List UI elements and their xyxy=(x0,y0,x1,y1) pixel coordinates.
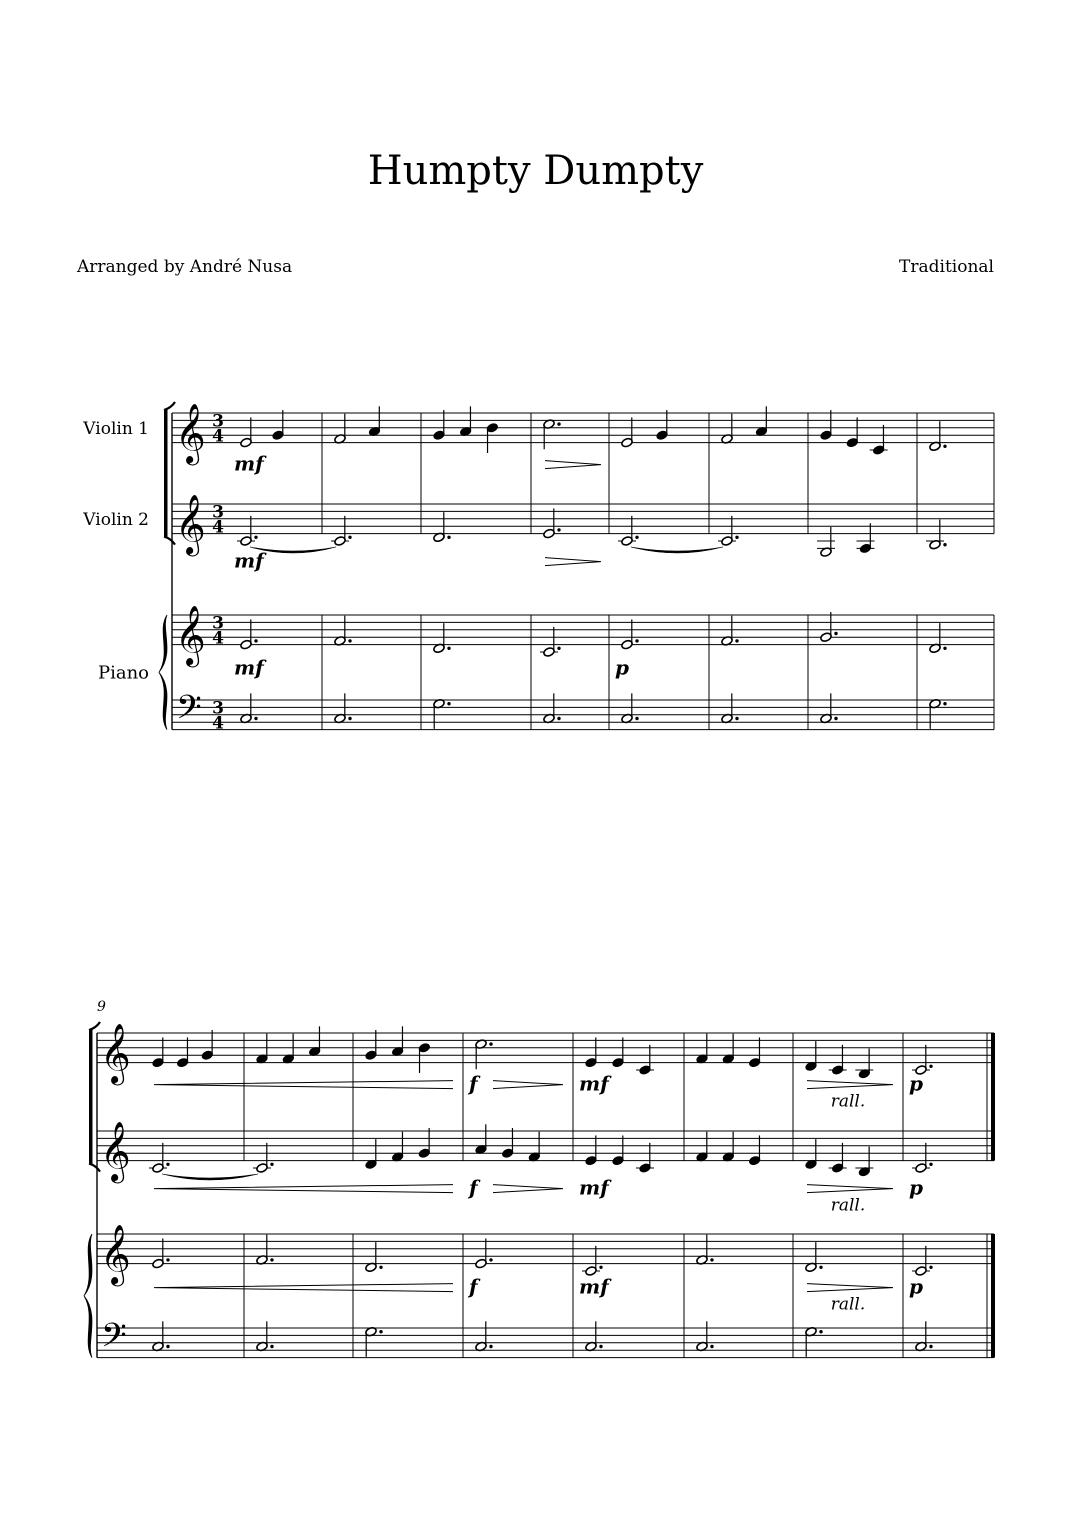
note xyxy=(820,612,838,642)
decrescendo-hairpin xyxy=(545,461,601,469)
note xyxy=(912,1143,933,1173)
note xyxy=(240,619,258,649)
note xyxy=(721,693,739,723)
note xyxy=(152,1037,165,1067)
augmentation-dot xyxy=(447,647,450,650)
note xyxy=(528,1132,541,1162)
time-signature-denominator: 4 xyxy=(212,517,224,538)
note xyxy=(256,1321,274,1351)
note xyxy=(237,516,258,546)
note xyxy=(929,698,947,728)
augmentation-dot xyxy=(447,702,450,705)
staff-violin-1 xyxy=(172,413,994,443)
note xyxy=(543,693,561,723)
augmentation-dot xyxy=(819,1330,822,1333)
time-signature-numerator: 3 xyxy=(212,698,224,719)
decrescendo-hairpin xyxy=(807,1081,893,1089)
time-signature-numerator: 3 xyxy=(212,411,224,432)
staff-violin-2 xyxy=(97,1131,994,1161)
augmentation-dot xyxy=(254,639,257,642)
treble-clef-icon: 𝄞 xyxy=(100,1224,131,1285)
augmentation-dot xyxy=(254,536,257,539)
augmentation-dot xyxy=(447,536,450,539)
note xyxy=(152,1238,170,1268)
note xyxy=(636,1143,654,1173)
note xyxy=(656,410,669,440)
dynamic-marking: p xyxy=(909,1175,923,1200)
note xyxy=(696,1235,714,1265)
augmentation-dot xyxy=(599,1266,602,1269)
note xyxy=(855,1147,873,1177)
note xyxy=(365,1242,383,1272)
staff-piano-left xyxy=(172,700,994,730)
note xyxy=(540,627,561,657)
augmentation-dot xyxy=(166,1163,169,1166)
note xyxy=(365,1139,378,1169)
note xyxy=(459,406,472,436)
note xyxy=(870,425,888,455)
instrument-name-violin-2: Violin 2 xyxy=(83,509,149,530)
augmentation-dot xyxy=(834,632,837,635)
instrument-name-piano: Piano xyxy=(97,662,149,684)
augmentation-dot xyxy=(929,1163,932,1166)
note xyxy=(501,1128,514,1158)
augmentation-dot xyxy=(635,639,638,642)
note xyxy=(855,1049,873,1079)
augmentation-dot xyxy=(166,1258,169,1261)
dynamic-marking: p xyxy=(909,1071,923,1096)
note xyxy=(272,410,285,440)
time-signature-numerator: 3 xyxy=(212,502,224,523)
time-signature-denominator: 4 xyxy=(212,426,224,447)
treble-clef-icon: 𝄞 xyxy=(100,1121,131,1182)
note xyxy=(475,1238,493,1268)
piano-brace xyxy=(84,1234,92,1358)
crescendo-hairpin xyxy=(154,1284,453,1292)
staff-violin-1 xyxy=(97,1033,994,1063)
augmentation-dot xyxy=(557,422,560,425)
note xyxy=(817,527,835,557)
bracket-hook xyxy=(89,1022,100,1030)
note xyxy=(433,623,451,653)
bracket-hook xyxy=(89,1164,100,1172)
treble-clef-icon: 𝄞 xyxy=(175,403,206,464)
staff-piano-right xyxy=(97,1234,994,1264)
note xyxy=(308,1026,321,1056)
augmentation-dot xyxy=(166,1345,169,1348)
augmentation-dot xyxy=(735,536,738,539)
note xyxy=(391,1026,404,1056)
augmentation-dot xyxy=(635,717,638,720)
augmentation-dot xyxy=(943,445,946,448)
augmentation-dot xyxy=(489,1258,492,1261)
augmentation-dot xyxy=(270,1258,273,1261)
score-title: Humpty Dumpty xyxy=(367,148,704,194)
note xyxy=(721,414,734,444)
dynamic-marking: f xyxy=(469,1274,478,1299)
augmentation-dot xyxy=(735,639,738,642)
treble-clef-icon: 𝄞 xyxy=(100,1023,131,1084)
augmentation-dot xyxy=(489,1345,492,1348)
note xyxy=(912,1246,933,1276)
note xyxy=(748,1037,761,1067)
time-signature-numerator: 3 xyxy=(212,613,224,634)
note xyxy=(915,1321,933,1351)
bracket xyxy=(164,410,168,537)
note xyxy=(475,1321,493,1351)
note xyxy=(582,1246,603,1276)
note xyxy=(152,1321,170,1351)
note xyxy=(543,419,561,449)
dynamic-marking: p xyxy=(615,655,629,680)
measure-number: 9 xyxy=(97,999,106,1015)
note xyxy=(240,417,253,447)
note xyxy=(805,1242,823,1272)
dynamic-marking: f xyxy=(469,1175,478,1200)
note xyxy=(722,1132,735,1162)
note xyxy=(331,516,352,546)
bass-clef-icon: 𝄢 xyxy=(176,689,202,736)
note xyxy=(722,1034,735,1064)
note xyxy=(365,1326,383,1356)
crescendo-hairpin xyxy=(154,1185,453,1193)
decrescendo-hairpin xyxy=(807,1185,893,1193)
note xyxy=(820,410,833,440)
augmentation-dot xyxy=(379,1330,382,1333)
note xyxy=(612,1037,625,1067)
note xyxy=(433,698,451,728)
instrument-name-violin-1: Violin 1 xyxy=(83,418,149,439)
tie xyxy=(162,1174,258,1180)
dynamic-marking: f xyxy=(469,1071,478,1096)
bracket-hook xyxy=(164,402,175,410)
note xyxy=(368,406,381,436)
note xyxy=(149,1143,170,1173)
augmentation-dot xyxy=(710,1345,713,1348)
augmentation-dot xyxy=(943,702,946,705)
final-barline xyxy=(991,1033,995,1161)
note xyxy=(718,516,739,546)
note xyxy=(748,1135,761,1165)
note xyxy=(721,616,739,646)
augmentation-dot xyxy=(943,543,946,546)
note xyxy=(282,1034,295,1064)
note xyxy=(755,406,768,436)
note xyxy=(696,1132,709,1162)
augmentation-dot xyxy=(929,1065,932,1068)
staff-piano-left xyxy=(97,1328,994,1358)
bracket-hook xyxy=(164,537,175,545)
decrescendo-hairpin xyxy=(545,558,601,566)
note xyxy=(365,1030,378,1060)
augmentation-dot xyxy=(379,1266,382,1269)
decrescendo-hairpin xyxy=(807,1284,893,1292)
treble-clef-icon: 𝄞 xyxy=(175,605,206,666)
note xyxy=(418,1042,431,1072)
dynamic-marking: mf xyxy=(579,1071,609,1096)
tempo-text: rall. xyxy=(830,1294,866,1315)
note xyxy=(820,693,838,723)
note xyxy=(929,623,947,653)
note xyxy=(256,1034,269,1064)
note xyxy=(433,512,451,542)
note xyxy=(618,516,639,546)
note xyxy=(612,1135,625,1165)
note xyxy=(805,1041,818,1071)
time-signature-denominator: 4 xyxy=(212,713,224,734)
augmentation-dot xyxy=(270,1163,273,1166)
bass-clef-icon: 𝄢 xyxy=(101,1317,127,1364)
decrescendo-hairpin xyxy=(493,1081,563,1089)
arranger-credit: Arranged by André Nusa xyxy=(77,257,293,277)
augmentation-dot xyxy=(348,536,351,539)
augmentation-dot xyxy=(834,717,837,720)
tempo-text: rall. xyxy=(830,1195,866,1216)
note xyxy=(433,410,446,440)
augmentation-dot xyxy=(735,717,738,720)
note xyxy=(391,1132,404,1162)
note xyxy=(334,616,352,646)
augmentation-dot xyxy=(489,1042,492,1045)
dynamic-marking: p xyxy=(909,1274,923,1299)
note xyxy=(929,421,947,451)
final-barline xyxy=(991,1234,995,1358)
dynamic-marking: mf xyxy=(234,548,264,573)
note xyxy=(696,1034,709,1064)
augmentation-dot xyxy=(929,1345,932,1348)
augmentation-dot xyxy=(819,1266,822,1269)
note xyxy=(636,1045,654,1075)
note xyxy=(621,619,639,649)
decrescendo-hairpin xyxy=(493,1185,563,1193)
piano-brace xyxy=(159,615,167,730)
note xyxy=(585,1135,598,1165)
treble-clef-icon: 𝄞 xyxy=(175,494,206,555)
augmentation-dot xyxy=(557,528,560,531)
augmentation-dot xyxy=(710,1258,713,1261)
note xyxy=(176,1037,189,1067)
bracket xyxy=(89,1030,93,1164)
dynamic-marking: mf xyxy=(579,1175,609,1200)
tie xyxy=(631,547,723,553)
augmentation-dot xyxy=(929,1266,932,1269)
note xyxy=(334,693,352,723)
note xyxy=(543,508,561,538)
note xyxy=(334,414,347,444)
augmentation-dot xyxy=(557,647,560,650)
note xyxy=(926,520,947,550)
note xyxy=(805,1139,818,1169)
note xyxy=(418,1128,431,1158)
tempo-text: rall. xyxy=(830,1091,866,1112)
note xyxy=(475,1039,493,1069)
augmentation-dot xyxy=(599,1345,602,1348)
note xyxy=(696,1321,714,1351)
note xyxy=(201,1030,214,1060)
crescendo-hairpin xyxy=(154,1081,453,1089)
augmentation-dot xyxy=(348,639,351,642)
augmentation-dot xyxy=(270,1345,273,1348)
staff-piano-right xyxy=(172,615,994,645)
note xyxy=(253,1143,274,1173)
note xyxy=(486,422,499,452)
note xyxy=(621,693,639,723)
dynamic-marking: mf xyxy=(234,451,264,476)
augmentation-dot xyxy=(254,717,257,720)
augmentation-dot xyxy=(943,647,946,650)
augmentation-dot xyxy=(348,717,351,720)
time-signature-denominator: 4 xyxy=(212,628,224,649)
note xyxy=(240,693,258,723)
note xyxy=(585,1037,598,1067)
dynamic-marking: mf xyxy=(234,655,264,680)
augmentation-dot xyxy=(635,536,638,539)
note xyxy=(256,1235,274,1265)
note xyxy=(585,1321,603,1351)
dynamic-marking: mf xyxy=(579,1274,609,1299)
note xyxy=(829,1045,847,1075)
note xyxy=(829,1143,847,1173)
note xyxy=(846,417,859,447)
augmentation-dot xyxy=(557,717,560,720)
note xyxy=(857,523,875,553)
note xyxy=(475,1124,488,1154)
note xyxy=(805,1326,823,1356)
composer-credit: Traditional xyxy=(899,257,994,277)
note xyxy=(621,417,634,447)
